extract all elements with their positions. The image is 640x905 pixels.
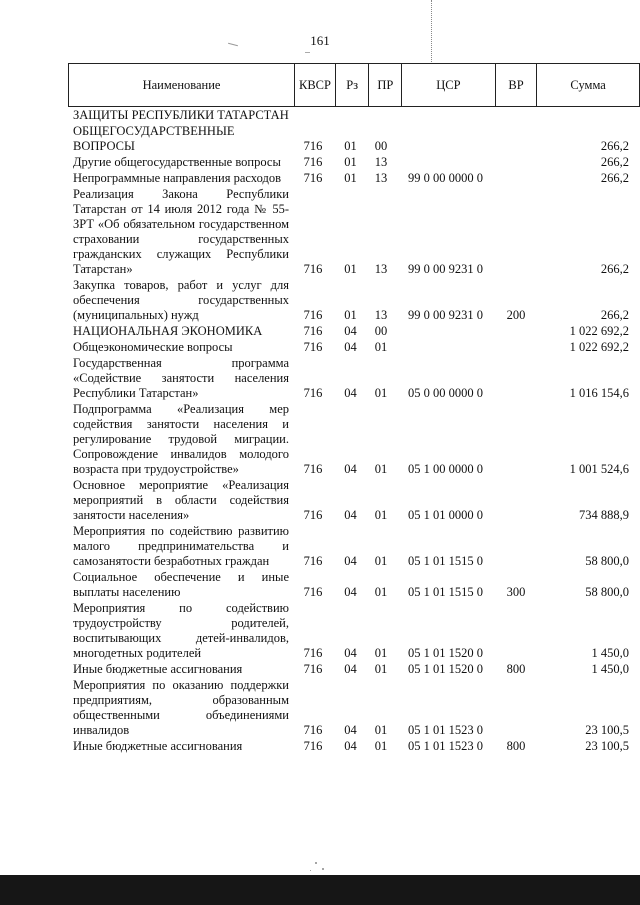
cell-vr: 200 [506,308,526,322]
table-row [73,401,629,477]
cell-csr [395,123,496,154]
cell-kvsr: 716 [303,585,323,599]
cell-sum: 1 450,0 [591,662,629,676]
cell-csr: 99 0 00 9231 0 [408,308,483,322]
cell-name: Другие общегосударственные вопросы [73,155,281,169]
cell-kvsr: 716 [303,554,323,568]
cell-sum: 734 888,9 [579,508,629,522]
cell-csr: 05 0 00 0000 0 [408,386,483,400]
cell-sum: 1 450,0 [591,646,629,660]
cell-pr: 01 [374,386,388,400]
cell-kvsr: 716 [303,324,323,338]
cell-kvsr: 716 [303,508,323,522]
scan-artifact [310,870,311,871]
cell-rz [334,108,367,123]
cell-kvsr: 716 [303,155,323,169]
cell-vr: 800 [506,662,526,676]
cell-sum [536,108,629,123]
table-row [73,677,629,738]
cell-vr [496,123,536,154]
cell-pr: 01 [374,646,388,660]
scan-artifact [322,868,324,870]
cell-sum: 58 800,0 [585,554,629,568]
cell-name: Общеэкономические вопросы [73,340,233,354]
cell-sum: 1 016 154,6 [569,386,629,400]
cell-kvsr: 716 [303,723,323,737]
cell-vr: 800 [506,739,526,753]
cell-vr [496,355,536,401]
cell-name: Основное мероприятие «Реализация мероприятий в области содействия занятости населения» [73,478,289,522]
cell-vr [496,600,536,661]
scan-artifact [305,52,310,53]
table-header [68,63,640,107]
table-row [73,355,629,401]
cell-pr: 01 [374,508,388,522]
page-number: 161 [310,33,330,48]
cell-name: Иные бюджетные ассигнования [73,662,243,676]
cell-csr [395,108,496,123]
cell-rz: 04 [344,723,357,737]
header-name: Наименование [69,64,295,107]
cell-kvsr: 716 [303,386,323,400]
cell-sum: 1 022 692,2 [569,340,629,354]
cell-csr: 99 0 00 0000 0 [408,171,483,185]
cell-vr [496,186,536,277]
cell-kvsr: 716 [303,739,323,753]
table-row [73,738,629,754]
table-row [73,170,629,186]
budget-table [73,108,629,754]
cell-vr [496,323,536,339]
cell-name: Мероприятия по содействию трудоустройству родителей, воспитывающих детей-инвалидов, многодетных родителей [73,601,289,660]
cell-pr: 01 [374,723,388,737]
table-row [73,339,629,355]
table-row [73,108,629,123]
table-row [73,154,629,170]
cell-kvsr: 716 [303,262,323,276]
cell-vr [496,339,536,355]
cell-csr [395,154,496,170]
table-row [73,123,629,154]
cell-pr [367,108,395,123]
cell-sum: 23 100,5 [585,723,629,737]
cell-rz: 04 [344,662,357,676]
cell-name: Мероприятия по содействию развитию малого предпринимательства и самозанятости безработных граждан [73,524,289,568]
table-row [73,661,629,677]
cell-csr: 05 1 01 1520 0 [408,646,483,660]
table-row [73,600,629,661]
cell-rz: 04 [344,739,357,753]
header-sum: Сумма [537,64,640,107]
cell-csr: 05 1 01 1520 0 [408,662,483,676]
cell-kvsr: 716 [303,139,323,153]
cell-sum: 1 022 692,2 [569,324,629,338]
header-csr: ЦСР [402,64,496,107]
cell-vr [496,477,536,523]
table-row [73,277,629,323]
cell-name: Иные бюджетные ассигнования [73,739,243,753]
cell-rz: 04 [344,324,357,338]
cell-rz: 04 [344,386,357,400]
cell-sum: 266,2 [600,155,629,169]
cell-vr [496,154,536,170]
cell-pr: 00 [374,324,388,338]
cell-csr [395,323,496,339]
cell-csr: 99 0 00 9231 0 [408,262,483,276]
cell-kvsr: 716 [303,171,323,185]
cell-name: Закупка товаров, работ и услуг для обеспечения государственных (муниципальных) нужд [73,278,289,322]
cell-csr: 05 1 01 1523 0 [408,723,483,737]
cell-pr: 13 [374,155,388,169]
table-row [73,569,629,600]
cell-csr [395,339,496,355]
cell-kvsr [292,108,334,123]
cell-csr: 05 1 01 1523 0 [408,739,483,753]
cell-vr [496,170,536,186]
cell-pr: 00 [374,139,388,153]
cell-rz: 01 [344,262,357,276]
cell-name: ЗАЩИТЫ РЕСПУБЛИКИ ТАТАРСТАН [73,108,289,122]
scan-edge-shadow [0,875,640,905]
cell-csr: 05 1 00 0000 0 [408,462,483,476]
cell-pr: 01 [374,462,388,476]
cell-name: Государственная программа «Содействие занятости населения Республики Татарстан» [73,356,289,400]
cell-rz: 04 [344,554,357,568]
scan-artifact [315,862,317,864]
cell-name: НАЦИОНАЛЬНАЯ ЭКОНОМИКА [73,324,263,338]
cell-sum: 266,2 [600,139,629,153]
cell-rz: 04 [344,340,357,354]
cell-kvsr: 716 [303,662,323,676]
cell-sum: 58 800,0 [585,585,629,599]
cell-vr [496,401,536,477]
table-row [73,323,629,339]
cell-sum: 23 100,5 [585,739,629,753]
cell-rz: 01 [344,171,357,185]
cell-rz: 04 [344,585,357,599]
cell-sum: 266,2 [600,171,629,185]
cell-rz: 04 [344,508,357,522]
cell-rz: 04 [344,462,357,476]
cell-pr: 01 [374,554,388,568]
cell-name: Реализация Закона Республики Татарстан от 14 июля 2012 года № 55-ЗРТ «Об обязательном государственном страховании государственных гражданских служащих Республики Татарстан» [73,187,289,276]
table-row [73,523,629,569]
cell-vr [496,523,536,569]
cell-sum: 266,2 [600,308,629,322]
cell-rz: 01 [344,308,357,322]
cell-vr: 300 [506,585,526,599]
scan-margin-line [431,0,432,62]
cell-rz: 04 [344,646,357,660]
cell-pr: 01 [374,739,388,753]
cell-kvsr: 716 [303,340,323,354]
table-row [73,186,629,277]
cell-pr: 01 [374,585,388,599]
cell-kvsr: 716 [303,308,323,322]
cell-kvsr: 716 [303,462,323,476]
cell-name: Мероприятия по оказанию поддержки предприятиям, образованным общественными объединениями инвалидов [73,678,289,737]
cell-pr: 13 [374,171,388,185]
cell-csr: 05 1 01 1515 0 [408,585,483,599]
cell-pr: 13 [374,308,388,322]
cell-pr: 01 [374,662,388,676]
cell-rz: 01 [344,139,357,153]
cell-name: ОБЩЕГОСУДАРСТВЕННЫЕ ВОПРОСЫ [73,124,235,153]
table-row [73,477,629,523]
cell-csr: 05 1 01 1515 0 [408,554,483,568]
cell-name: Социальное обеспечение и иные выплаты населению [73,570,289,599]
cell-sum: 1 001 524,6 [569,462,629,476]
cell-rz: 01 [344,155,357,169]
cell-vr [496,677,536,738]
header-pr: ПР [369,64,402,107]
cell-name: Подпрограмма «Реализация мер содействия занятости населения и регулирование трудовой миграции. Сопровождение инвалидов молодого возраста при трудоустройстве» [73,402,289,476]
cell-kvsr: 716 [303,646,323,660]
cell-csr: 05 1 01 0000 0 [408,508,483,522]
header-rz: Рз [335,64,369,107]
cell-name: Непрограммные направления расходов [73,171,281,185]
cell-pr: 01 [374,340,388,354]
header-kvsr: КВСР [295,64,336,107]
header-vr: ВР [495,64,536,107]
cell-vr [496,108,536,123]
cell-sum: 266,2 [600,262,629,276]
cell-pr: 13 [374,262,388,276]
